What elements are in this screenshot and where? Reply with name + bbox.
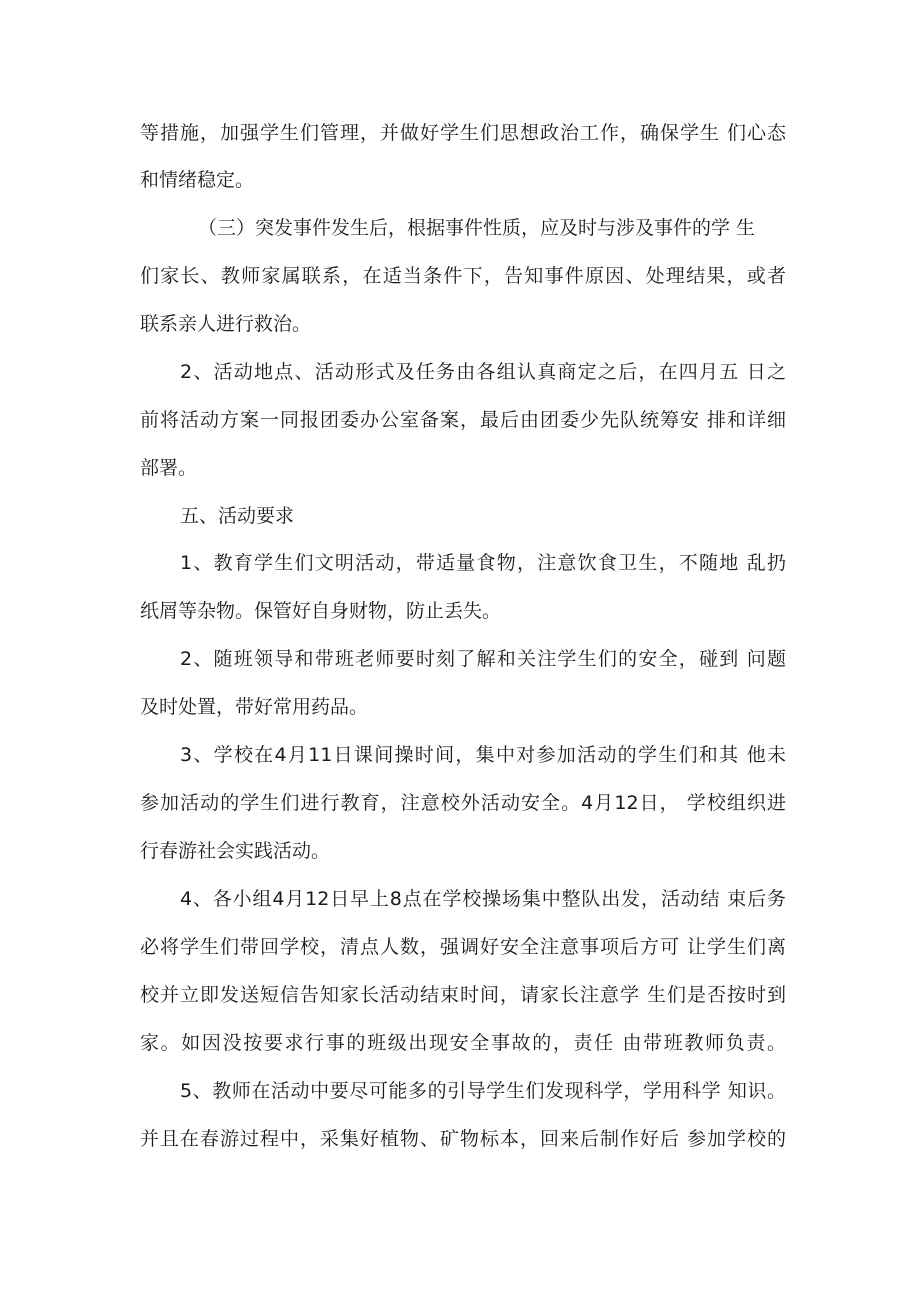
- text-line-11: 纸屑等杂物。保管好自身财物，防止丢失。: [140, 600, 502, 622]
- text-line-22: 并且在春游过程中，采集好植物、矿物标本，回来后制作好后 参加学校的: [140, 1128, 786, 1150]
- text-line-20: 家。如因没按要求行事的班级出现安全事故的，责任 由带班教师负责。: [140, 1032, 786, 1054]
- text-line-15: 参加活动的学生们进行教育，注意校外活动安全。4月12日， 学校组织进: [140, 792, 786, 814]
- text-line-10: 1、教育学生们文明活动，带适量食物，注意饮食卫生，不随地 乱扔: [180, 552, 786, 574]
- text-line-6: 2、活动地点、活动形式及任务由各组认真商定之后，在四月五 日之: [180, 361, 786, 383]
- text-line-13: 及时处置，带好常用药品。: [140, 696, 369, 718]
- text-line-16: 行春游社会实践活动。: [140, 840, 331, 862]
- text-line-8: 部署。: [140, 457, 198, 479]
- text-line-3: （三）突发事件发生后，根据事件性质，应及时与涉及事件的学 生: [198, 217, 756, 239]
- text-line-14: 3、学校在4月11日课间操时间，集中对参加活动的学生们和其 他未: [180, 744, 786, 766]
- text-line-1: 等措施，加强学生们管理，并做好学生们思想政治工作，确保学生 们心态: [140, 122, 786, 144]
- text-line-18: 必将学生们带回学校，清点人数，强调好安全注意事项后方可 让学生们离: [140, 936, 786, 958]
- text-line-19: 校并立即发送短信告知家长活动结束时间，请家长注意学 生们是否按时到: [140, 984, 786, 1006]
- text-line-4: 们家长、教师家属联系，在适当条件下，告知事件原因、处理结果，或者: [140, 265, 786, 287]
- text-line-12: 2、随班领导和带班老师要时刻了解和关注学生们的安全，碰到 问题: [180, 648, 786, 670]
- text-line-17: 4、各小组4月12日早上8点在学校操场集中整队出发，活动结 束后务: [180, 888, 786, 910]
- text-line-21: 5、教师在活动中要尽可能多的引导学生们发现科学，学用科学 知识。: [180, 1080, 786, 1102]
- text-line-5: 联系亲人进行救治。: [140, 313, 312, 335]
- section-heading: 五、活动要求: [180, 505, 295, 527]
- text-line-7: 前将活动方案一同报团委办公室备案，最后由团委少先队统筹安 排和详细: [140, 409, 786, 431]
- text-line-2: 和情绪稳定。: [140, 169, 255, 191]
